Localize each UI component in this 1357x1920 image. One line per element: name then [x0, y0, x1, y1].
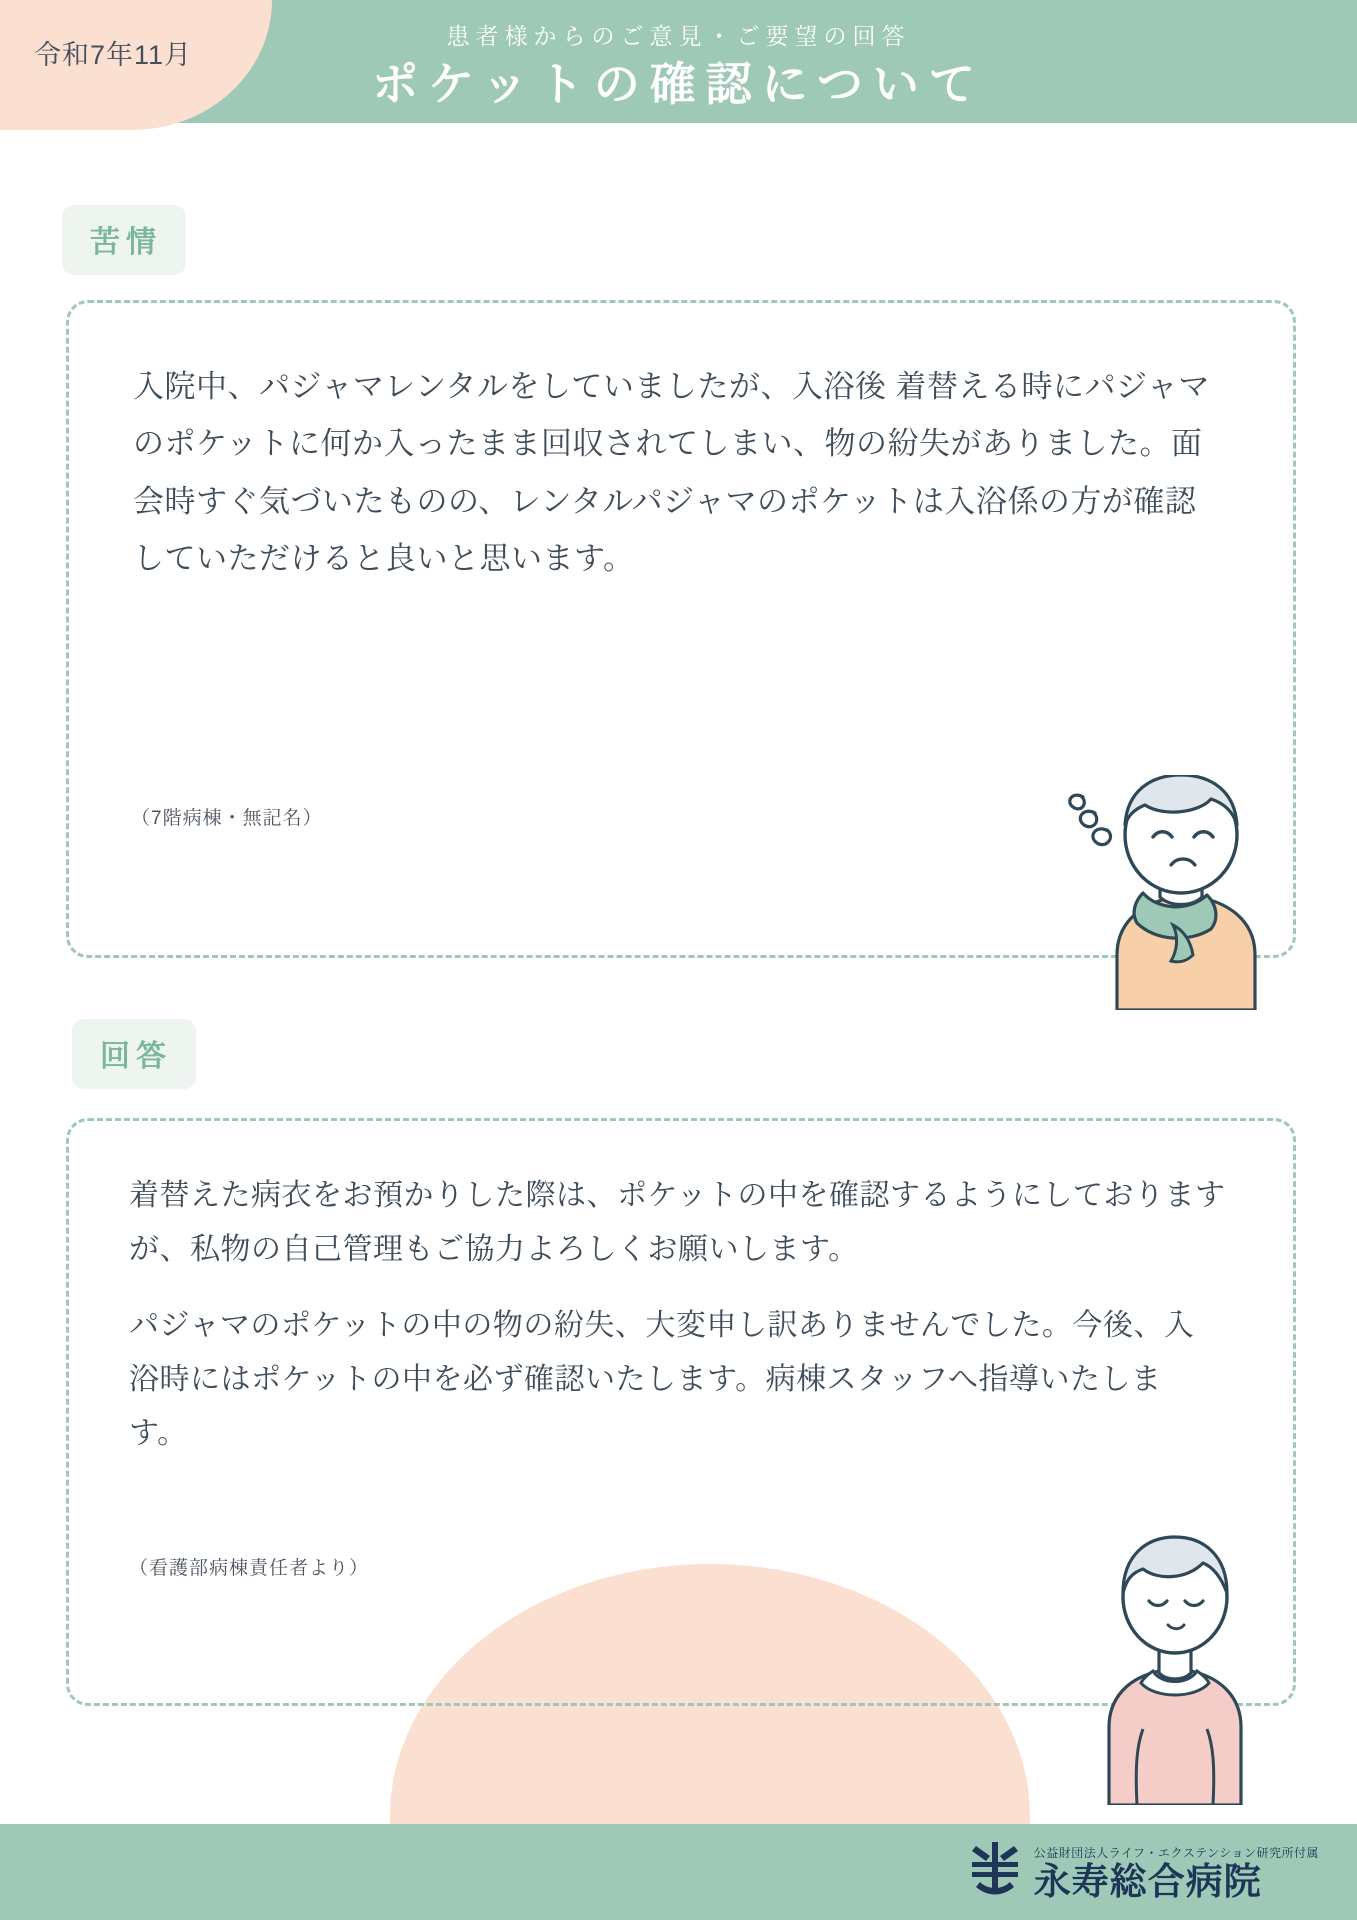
complaint-body-text: 入院中、パジャマレンタルをしていましたが、入浴後 着替える時にパジャマのポケットに何か入ったまま回収されてしまい、物の紛失がありました。面会時すぐ気づいたものの、レンタルパジャマのポケットは入浴係の方が確認していただけると良いと思います。 — [133, 369, 1210, 577]
answer-section-label: 回答 — [72, 1019, 196, 1089]
page-footer — [0, 1824, 1357, 1920]
date-badge-label: 令和7年11月 — [34, 40, 193, 70]
nurse-illustration — [1075, 1525, 1275, 1810]
hospital-logo — [968, 1840, 1319, 1900]
page-title: ポケットの確認について — [372, 58, 985, 110]
answer-attribution: （看護部病棟責任者より） — [129, 1558, 370, 1579]
header-subtitle: 患者様からのご意見・ご要望の回答 — [446, 23, 911, 49]
hospital-org-line: 公益財団法人ライフ・エクステンション研究所付属 — [1033, 1846, 1319, 1860]
hospital-mark-icon — [968, 1840, 1022, 1898]
answer-body-text-1: 着替えた病衣をお預かりした際は、ポケットの中を確認するようにしておりますが、私物の自己管理もご協力よろしくお願いします。 — [129, 1179, 1226, 1266]
hospital-name: 永寿総合病院 — [1033, 1861, 1262, 1902]
complaint-section-label: 苦情 — [62, 205, 186, 275]
answer-body-text-2: パジャマのポケットの中の物の紛失、大変申し訳ありませんでした。今後、入浴時にはポケットの中を必ず確認いたします。病棟スタッフへ指導いたします。 — [129, 1309, 1195, 1450]
complaint-attribution: （7階病棟・無記名） — [131, 808, 323, 829]
troubled-patient-illustration — [1055, 775, 1285, 1015]
